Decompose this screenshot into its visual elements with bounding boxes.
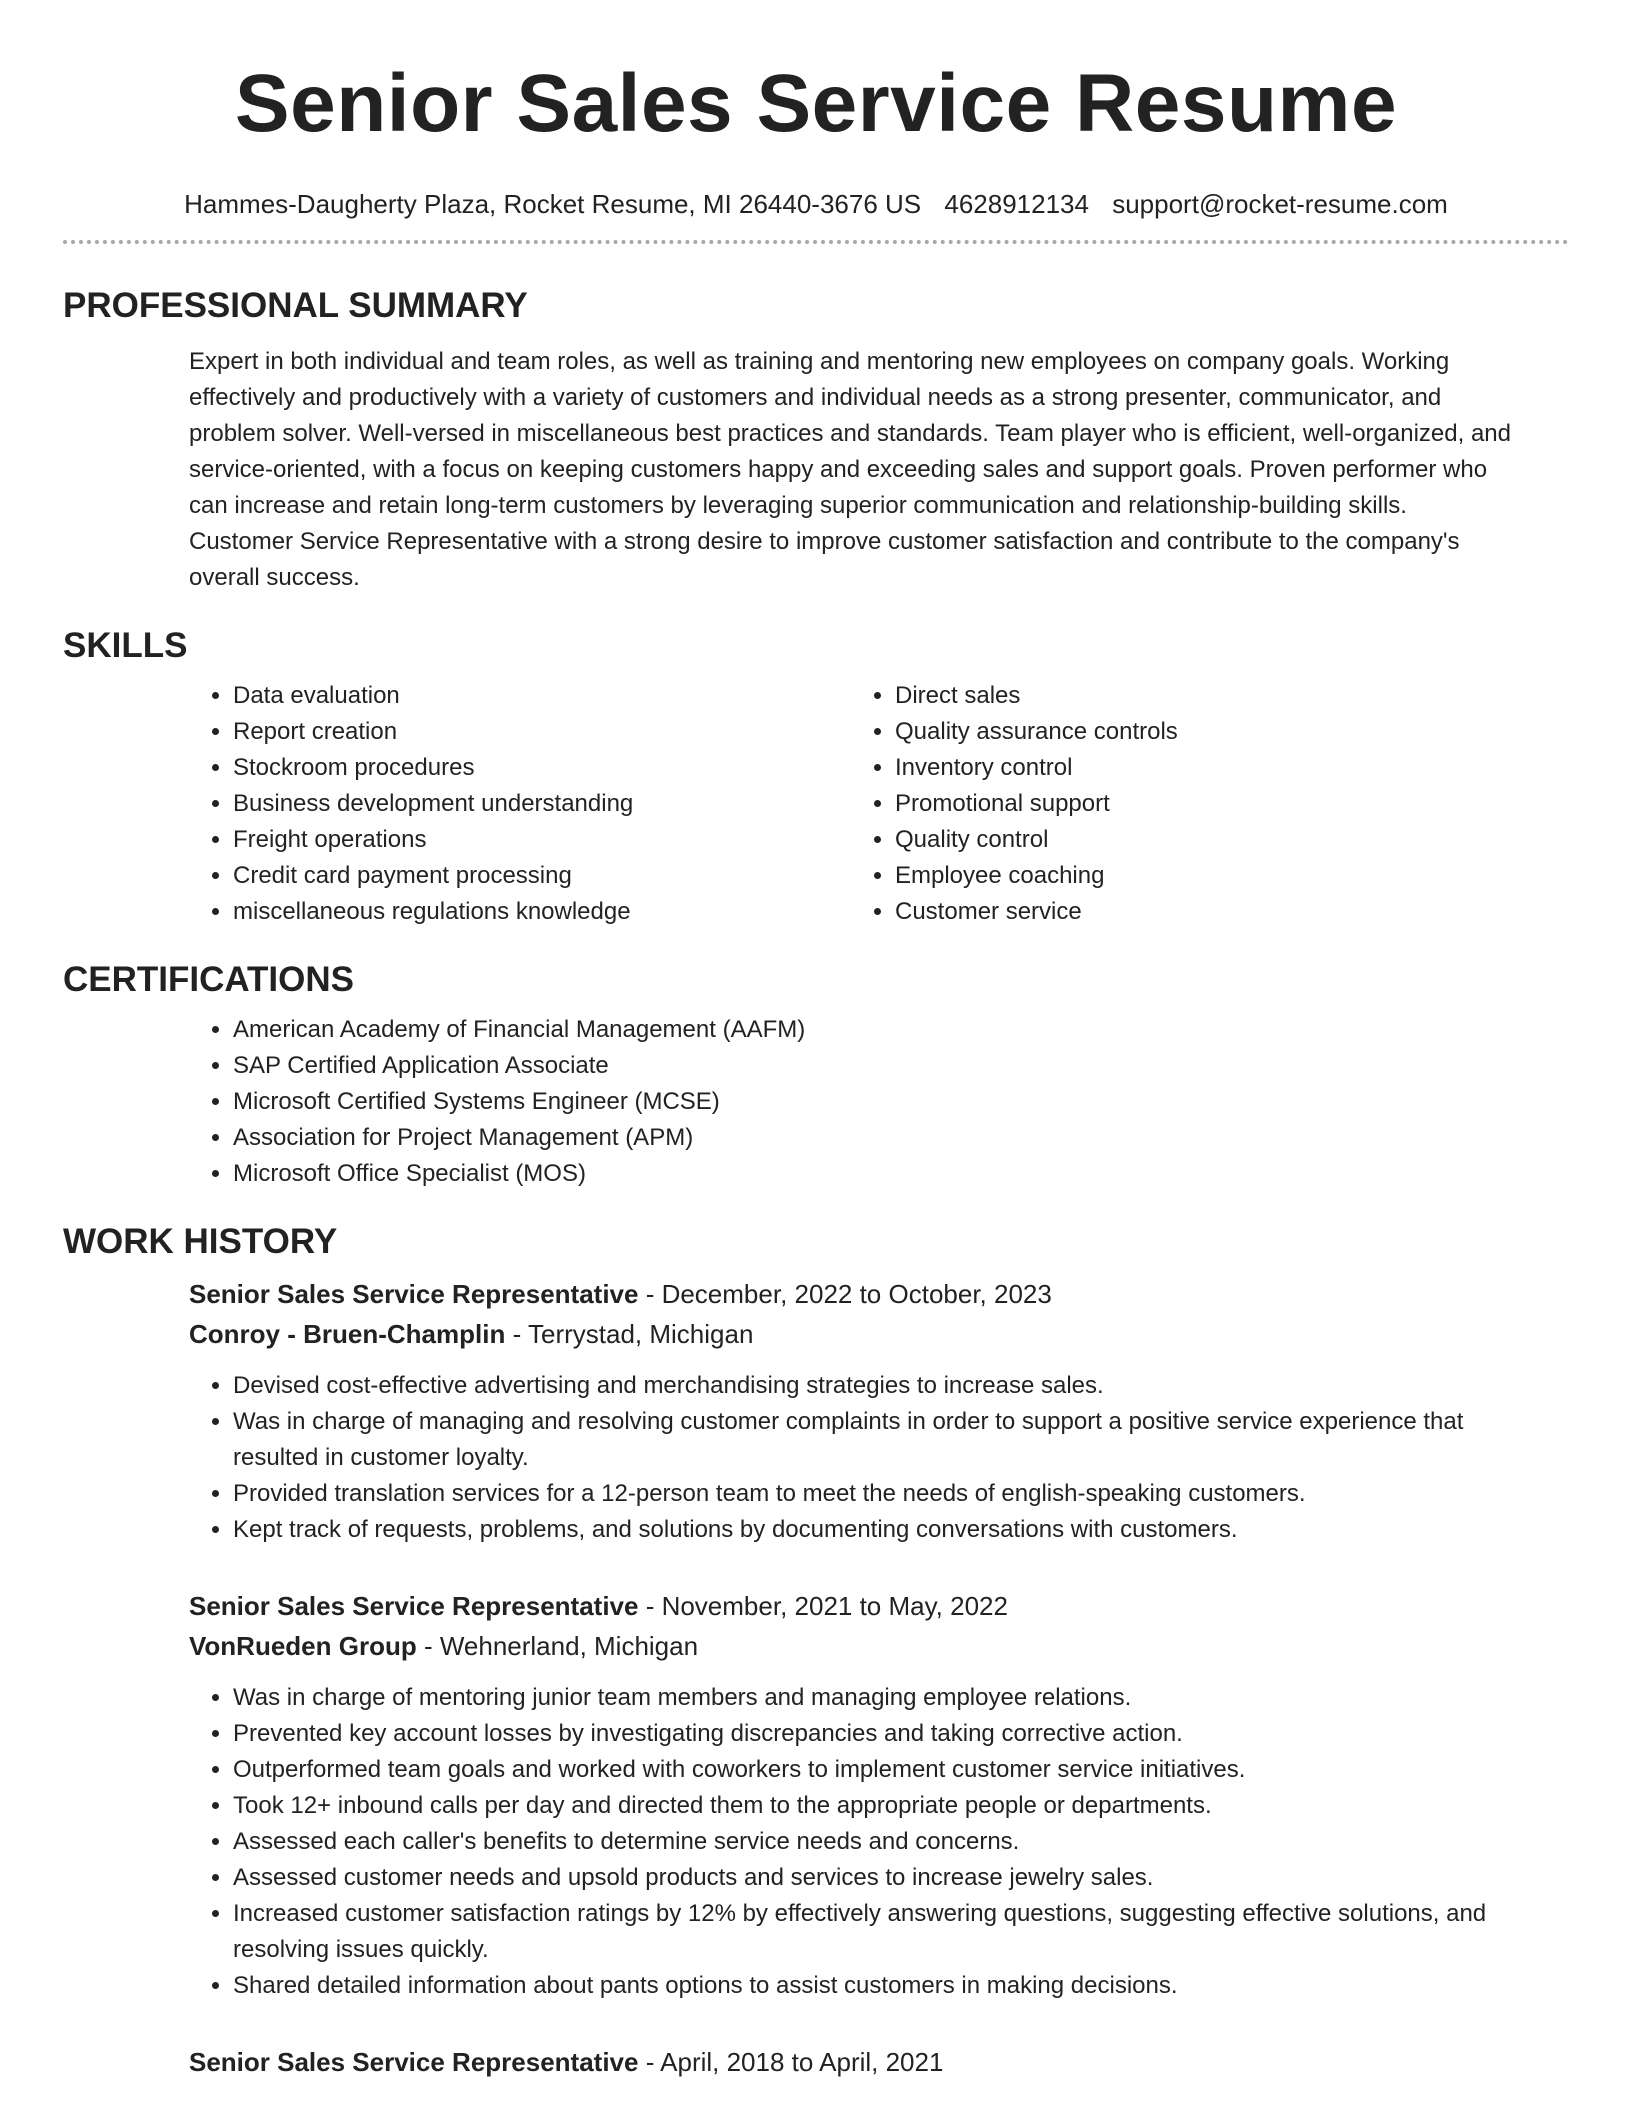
job-bullet: • Assessed each caller's benefits to determine service needs and concerns.	[233, 1824, 1513, 1860]
skills-grid	[189, 678, 1513, 930]
summary-heading: PROFESSIONAL SUMMARY	[63, 286, 528, 325]
job-entry	[189, 2042, 1513, 2082]
job-bullets	[189, 1368, 1513, 1548]
job-bullet: • Was in charge of mentoring junior team members and managing employee relations.	[233, 1680, 1513, 1716]
skills-list-left	[189, 678, 851, 930]
job-bullet: • Devised cost-effective advertising and merchandising strategies to increase sales.	[233, 1368, 1513, 1404]
certification-item: • Association for Project Management (APM)	[233, 1120, 1513, 1156]
job-dates: - April, 2018 to April, 2021	[638, 2047, 944, 2077]
job-company-line	[189, 1314, 1513, 1354]
job-dates: - November, 2021 to May, 2022	[638, 1591, 1008, 1621]
certifications-section	[0, 960, 1632, 1192]
contact-line	[0, 188, 1632, 220]
skill-item: • Data evaluation	[233, 678, 851, 714]
skill-item: • Stockroom procedures	[233, 750, 851, 786]
skill-item: • Report creation	[233, 714, 851, 750]
skill-item: • Customer service	[895, 894, 1513, 930]
job-bullet: • Outperformed team goals and worked with coworkers to implement customer service initiatives.	[233, 1752, 1513, 1788]
skill-item: • miscellaneous regulations knowledge	[233, 894, 851, 930]
summary-body	[63, 344, 1569, 596]
job-company: Conroy - Bruen-Champlin	[189, 1319, 506, 1349]
summary-section	[0, 286, 1632, 596]
header-divider	[63, 240, 1569, 244]
skills-list-right	[851, 678, 1513, 930]
skill-item: • Business development understanding	[233, 786, 851, 822]
work-history-heading: WORK HISTORY	[63, 1222, 338, 1261]
job-location: - Wehnerland, Michigan	[416, 1631, 699, 1661]
skill-item: • Quality control	[895, 822, 1513, 858]
job-title: Senior Sales Service Representative	[189, 2047, 639, 2077]
skill-item: • Inventory control	[895, 750, 1513, 786]
job-bullets	[189, 1680, 1513, 2004]
job-location: - Terrystad, Michigan	[505, 1319, 754, 1349]
job-bullet: • Assessed customer needs and upsold products and services to increase jewelry sales.	[233, 1860, 1513, 1896]
job-title-line	[189, 1274, 1513, 1314]
certifications-heading: CERTIFICATIONS	[63, 960, 355, 999]
job-bullet: • Provided translation services for a 12-person team to meet the needs of english-speaking customers.	[233, 1476, 1513, 1512]
job-title-line	[189, 2042, 1513, 2082]
skill-item: • Promotional support	[895, 786, 1513, 822]
job-entry	[189, 1586, 1513, 2004]
resume-title: Senior Sales Service Resume	[234, 58, 1398, 149]
certifications-body	[63, 1012, 1569, 1192]
resume-header	[0, 0, 1632, 220]
job-bullet: • Shared detailed information about pants options to assist customers in making decisions.	[233, 1968, 1513, 2004]
contact-address: Hammes-Daugherty Plaza, Rocket Resume, MI 26440-3676 US	[184, 189, 922, 219]
work-history-section	[0, 1222, 1632, 2082]
skill-item: • Credit card payment processing	[233, 858, 851, 894]
work-history-body	[63, 1274, 1569, 2082]
job-bullet: • Took 12+ inbound calls per day and directed them to the appropriate people or departments.	[233, 1788, 1513, 1824]
certification-item: • SAP Certified Application Associate	[233, 1048, 1513, 1084]
certification-item: • Microsoft Office Specialist (MOS)	[233, 1156, 1513, 1192]
certification-item: • American Academy of Financial Management (AAFM)	[233, 1012, 1513, 1048]
skills-section	[0, 626, 1632, 930]
contact-email: support@rocket-resume.com	[1112, 189, 1448, 219]
certification-item: • Microsoft Certified Systems Engineer (MCSE)	[233, 1084, 1513, 1120]
skill-item: • Direct sales	[895, 678, 1513, 714]
job-bullet: • Kept track of requests, problems, and solutions by documenting conversations with customers.	[233, 1512, 1513, 1548]
job-title: Senior Sales Service Representative	[189, 1279, 639, 1309]
skill-item: • Employee coaching	[895, 858, 1513, 894]
job-title: Senior Sales Service Representative	[189, 1591, 639, 1621]
job-company: VonRueden Group	[189, 1631, 417, 1661]
skills-heading: SKILLS	[63, 626, 188, 665]
job-bullet: • Prevented key account losses by investigating discrepancies and taking corrective action.	[233, 1716, 1513, 1752]
job-entry	[189, 1274, 1513, 1548]
job-company-line	[189, 1626, 1513, 1666]
job-dates: - December, 2022 to October, 2023	[638, 1279, 1052, 1309]
summary-text: Expert in both individual and team roles, as well as training and mentoring new employees on company goals. Working effectively and productively with a variety of customers and individual needs as a strong presenter, communicator, and problem solver. Well-versed in miscellaneous best practices and standards. Team player who is efficient, well-organized, and service-oriented, with a focus on keeping customers happy and exceeding sales and support goals. Proven performer who can increase and retain long-term customers by leveraging superior communication and relationship-building skills. Customer Service Representative with a strong desire to improve customer satisfaction and contribute to the company's overall success.	[189, 348, 1511, 591]
job-bullet: • Was in charge of managing and resolving customer complaints in order to support a positive service experience that resulted in customer loyalty.	[233, 1404, 1513, 1476]
certifications-list	[189, 1012, 1513, 1192]
contact-phone: 4628912134	[944, 189, 1089, 219]
job-title-line	[189, 1586, 1513, 1626]
skill-item: • Quality assurance controls	[895, 714, 1513, 750]
skill-item: • Freight operations	[233, 822, 851, 858]
skills-body	[63, 678, 1569, 930]
job-bullet: • Increased customer satisfaction ratings by 12% by effectively answering questions, suggesting effective solutions, and resolving issues quickly.	[233, 1896, 1513, 1968]
